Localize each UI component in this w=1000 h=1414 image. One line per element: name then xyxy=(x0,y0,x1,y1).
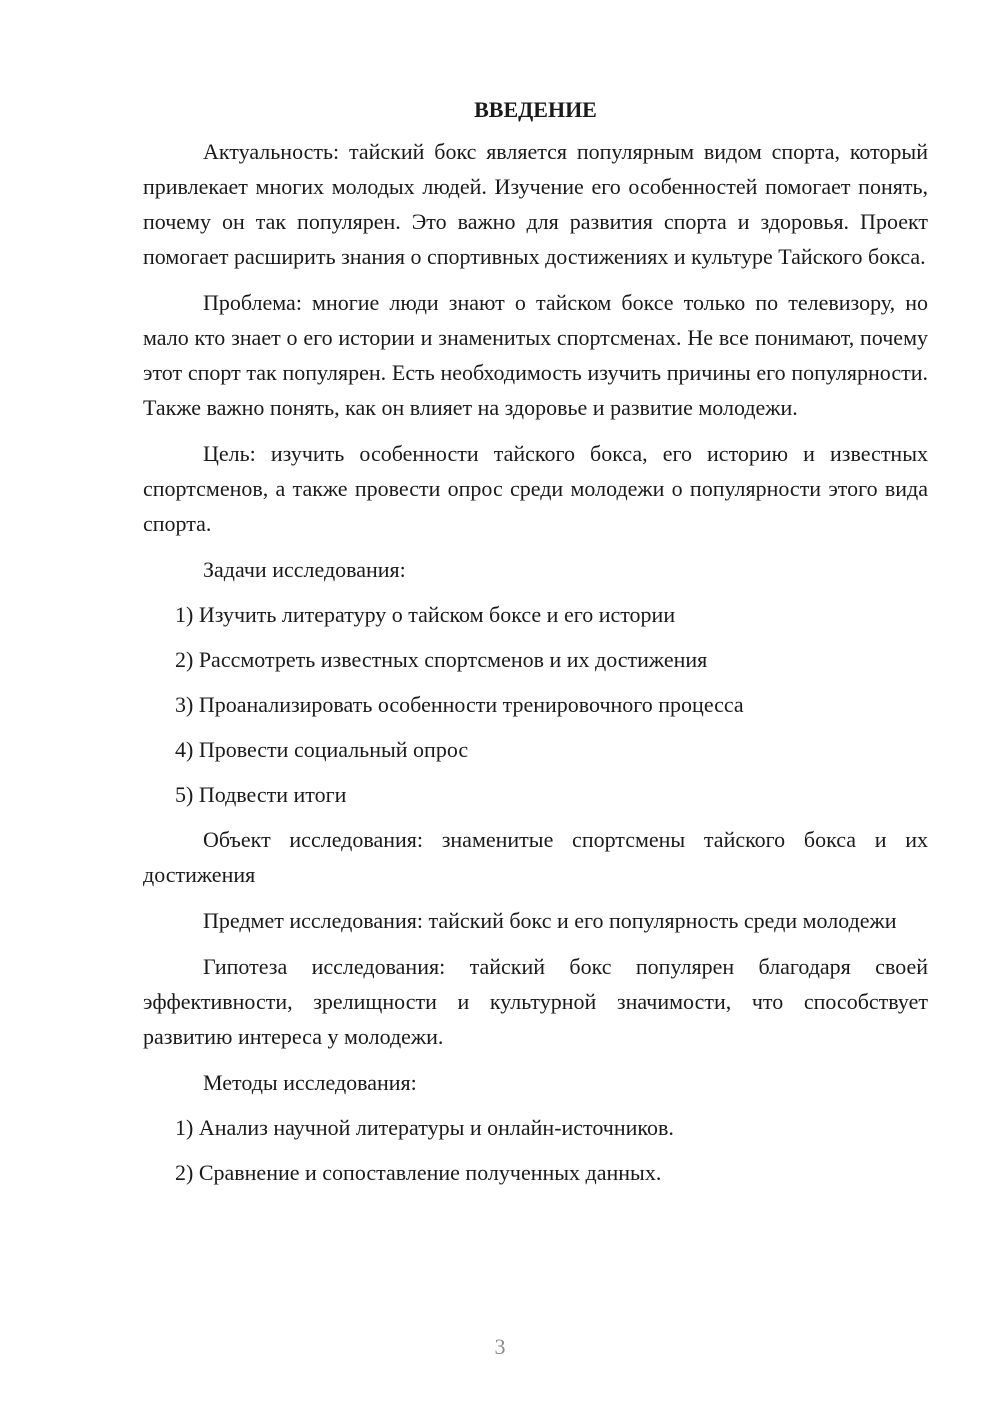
subject-paragraph: Предмет исследования: тайский бокс и его популярность среди молодежи xyxy=(203,908,897,933)
list-item: 5) Подвести итоги xyxy=(175,782,347,807)
problem-paragraph: Проблема: многие люди знают о тайском боксе только по телевизору, но мало кто знает о его истории и знаменитых спортсменах. Не все понимают, почему этот спорт так популярен. Есть необходимость изучить причины его популярности. Также важно понять, как он влияет на здоровье и развитие молодежи. xyxy=(143,290,928,420)
goal-paragraph: Цель: изучить особенности тайского бокса, его историю и известных спортсменов, а также провести опрос среди молодежи о популярности этого вида спорта. xyxy=(143,441,928,536)
relevance-paragraph: Актуальность: тайский бокс является популярным видом спорта, который привлекает многих молодых людей. Изучение его особенностей помогает понять, почему он так популярен. Это важно для развития спорта и здоровья. Проект помогает расширить знания о спортивных достижениях и культуре Тайского бокса. xyxy=(143,139,928,269)
list-item: 4) Провести социальный опрос xyxy=(175,737,469,762)
methods-heading: Методы исследования: xyxy=(203,1070,417,1095)
list-item: 3) Проанализировать особенности тренировочного процесса xyxy=(175,692,744,717)
list-item: 2) Рассмотреть известных спортсменов и их достижения xyxy=(175,647,708,672)
list-item: 1) Изучить литературу о тайском боксе и его истории xyxy=(175,602,676,627)
object-paragraph: Объект исследования: знаменитые спортсмены тайского бокса и их достижения xyxy=(143,827,928,887)
list-item: 2) Сравнение и сопоставление полученных данных. xyxy=(175,1160,662,1185)
tasks-list xyxy=(143,597,928,812)
section-title: ВВЕДЕНИЕ xyxy=(474,97,597,122)
document-page xyxy=(143,92,928,1200)
page-number: 3 xyxy=(494,1334,506,1359)
methods-list xyxy=(143,1110,928,1190)
tasks-heading: Задачи исследования: xyxy=(203,557,406,582)
list-item: 1) Анализ научной литературы и онлайн-источников. xyxy=(175,1115,674,1140)
hypothesis-paragraph: Гипотеза исследования: тайский бокс популярен благодаря своей эффективности, зрелищности и культурной значимости, что способствует развитию интереса у молодежи. xyxy=(143,954,928,1049)
